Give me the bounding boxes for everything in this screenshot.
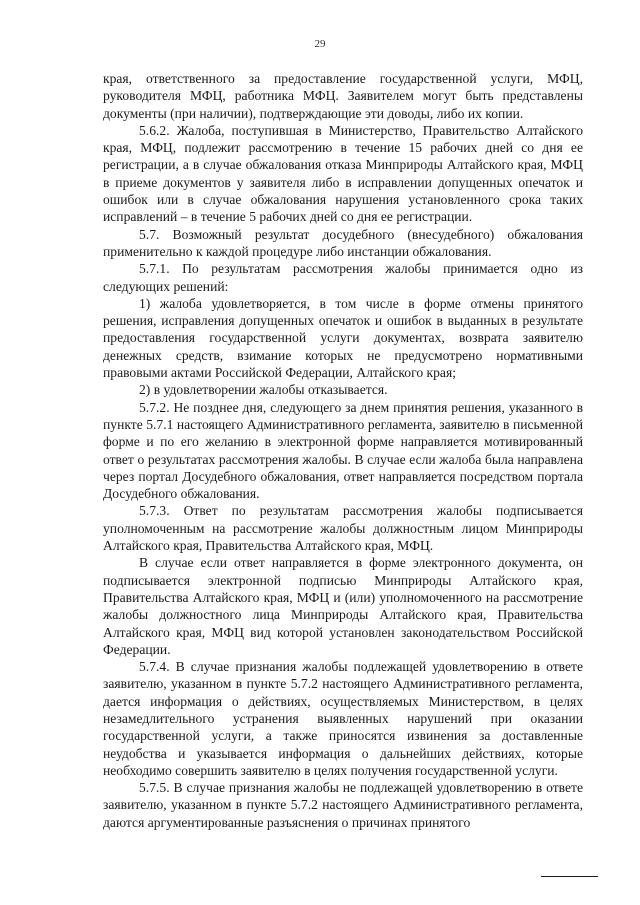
paragraph-continuation: края, ответственного за предоставление государственной услуги, МФЦ, руководителя МФЦ, работника МФЦ. Заявителем могут быть представлены документы (при наличии), подтверждающие эти доводы, либо их копии. bbox=[103, 71, 583, 121]
paragraph-decision-2: 2) в удовлетворении жалобы отказывается. bbox=[139, 382, 388, 398]
paragraph-5-7-2: 5.7.2. Не позднее дня, следующего за днем принятия решения, указанного в пункте 5.7.1 настоящего Административного регламента, заявителю в письменной форме и по его желанию в электронной форме направляется мотивированный ответ о результатах рассмотрения жалобы. В случае если жалоба была направлена через портал Досудебного обжалования, ответ направляется посредством портала Досудебного обжалования. bbox=[103, 399, 583, 502]
paragraph-5-7-4: 5.7.4. В случае признания жалобы подлежащей удовлетворению в ответе заявителю, указанном в пункте 5.7.2 настоящего Административного регламента, дается информация о действиях, осуществляемых Министерством, в целях незамедлительного устранения выявленных нарушений при оказании государственной услуги, а также приносятся извинения за доставленные неудобства и указывается информация о дальнейших действиях, которые необходимо совершить заявителю в целях получения государственной услуги. bbox=[103, 659, 583, 778]
footer-rule bbox=[541, 876, 598, 877]
page-number: 29 bbox=[314, 38, 326, 50]
paragraph-electronic-signature: В случае если ответ направляется в форме электронного документа, он подписывается электронной подписью Минприроды Алтайского края, Правительства Алтайского края, МФЦ и (или) уполномоченного на рассмотрение жалобы должностного лица Минприроды Алтайского края, Правительства Алтайского края, МФЦ вид которой установлен законодательством Российской Федерации. bbox=[103, 555, 583, 657]
paragraph-5-7-5: 5.7.5. В случае признания жалобы не подлежащей удовлетворению в ответе заявителю, указанном в пункте 5.7.2 настоящего Административного регламента, даются аргументированные разъяснения о причинах принятого bbox=[103, 780, 583, 830]
paragraph-5-6-2: 5.6.2. Жалоба, поступившая в Министерство, Правительство Алтайского края, МФЦ, подлежит рассмотрению в течение 15 рабочих дней со дня ее регистрации, а в случае обжалования отказа Минприроды Алтайского края, МФЦ в приеме документов у заявителя либо в исправлении допущенных опечаток и ошибок или в случае обжалования нарушения установленного срока таких исправлений – в течение 5 рабочих дней со дня ее регистрации. bbox=[103, 122, 583, 225]
paragraph-decision-1: 1) жалоба удовлетворяется, в том числе в форме отмены принятого решения, исправления допущенных опечаток и ошибок в выданных в результате предоставления государственной услуги документах, возврата заявителю денежных средств, взимание которых не предусмотрено нормативными правовыми актами Российской Федерации, Алтайского края; bbox=[103, 295, 583, 381]
paragraph-5-7-3: 5.7.3. Ответ по результатам рассмотрения жалобы подписывается уполномоченным на рассмотрение жалобы должностным лицом Минприроды Алтайского края, Правительства Алтайского края, МФЦ. bbox=[103, 503, 583, 554]
document-body bbox=[103, 70, 583, 831]
paragraph-5-7: 5.7. Возможный результат досудебного (внесудебного) обжалования применительно к каждой процедуре либо инстанции обжалования. bbox=[103, 226, 583, 259]
paragraph-5-7-1: 5.7.1. По результатам рассмотрения жалобы принимается одно из следующих решений: bbox=[103, 261, 583, 294]
